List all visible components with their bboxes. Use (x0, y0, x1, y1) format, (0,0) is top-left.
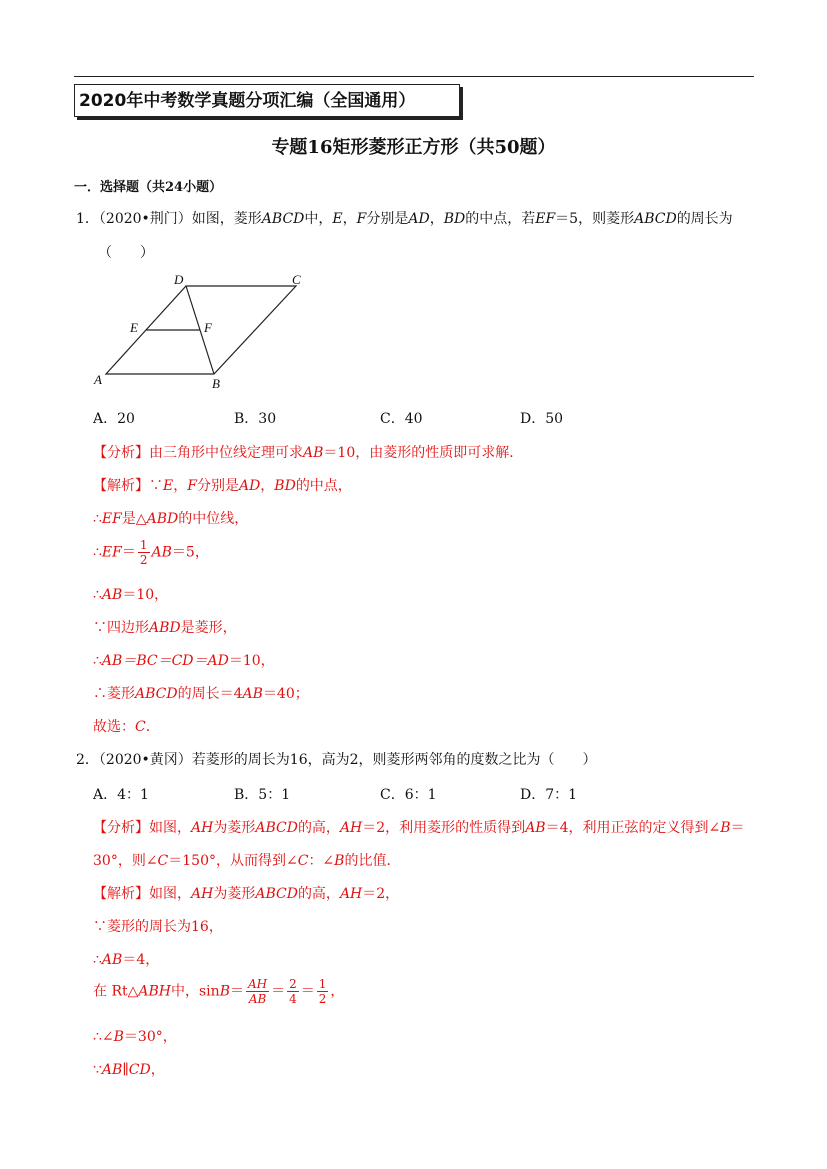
q2-solution-line-4: 在 Rt△ABH中，sinB＝ $\frac{AH}{AB}$ ＝ $\frac{2}{4}$ ＝ $\frac{1}{2}$ ， (93, 977, 345, 1006)
fraction-2-over-4: $\frac{2}{4}$ (289, 977, 297, 1006)
q2-option-d: D．7：1 (520, 787, 578, 803)
q1-solution-line-4: ∴AB＝10， (93, 587, 169, 603)
q1-stem: 1．（2020•荆门）如图，菱形ABCD中，E，F分别是AD，BD的中点，若EF＝5，则菱形ABCD的周长为 (76, 211, 733, 227)
q1-analysis: 【分析】由三角形中位线定理可求AB＝10，由菱形的性质即可求解． (93, 445, 524, 461)
q2-solution-line-6: ∵AB∥CD， (93, 1062, 165, 1078)
collection-banner: 2020年中考数学真题分项汇编（全国通用） (74, 84, 460, 117)
q2-option-b: B．5：1 (234, 787, 291, 803)
q1-option-d: D．50 (520, 411, 564, 427)
label-b: B (212, 376, 220, 391)
q2-analysis-line-1: 【分析】如图，AH为菱形ABCD的高，AH＝2，利用菱形的性质得到AB＝4，利用正弦的定义得到∠B＝ (93, 820, 745, 836)
label-d: D (174, 272, 184, 287)
label-e: E (130, 320, 138, 335)
fraction-1-over-2: $\frac{1}{2}$ (318, 977, 327, 1006)
q2-stem: 2．（2020•黄冈）若菱形的周长为16，高为2，则菱形两邻角的度数之比为（ ） (76, 752, 597, 768)
q1-answer: 故选：C． (93, 719, 160, 735)
label-f: F (204, 320, 212, 335)
top-rule (74, 76, 754, 77)
q1-solution-line-3: ∴EF＝ $\frac{1}{2}$ AB＝5， (93, 538, 209, 567)
label-a: A (94, 372, 102, 387)
q1-answer-paren: （ ） (98, 245, 154, 261)
q2-option-a: A．4：1 (93, 787, 149, 803)
page-title: 专题16矩形菱形正方形（共50题） (271, 137, 556, 158)
q2-option-c: C．6：1 (380, 787, 437, 803)
rhombus-figure (92, 268, 312, 393)
q2-analysis-line-2: 30°，则∠C＝150°，从而得到∠C：∠B的比值． (93, 853, 401, 869)
q1-solution-line-2: ∴EF是△ABD的中位线， (93, 511, 249, 527)
q1-solution-line-7: ∴菱形ABCD的周长＝4AB＝40； (93, 686, 309, 702)
q1-solution-line-1: 【解析】∵E，F分别是AD，BD的中点， (93, 478, 352, 494)
q1-option-b: B．30 (234, 411, 277, 427)
fraction-ah-over-ab: $\frac{AH}{AB}$ (247, 977, 268, 1006)
q1-solution-line-5: ∵四边形ABD是菱形， (93, 620, 237, 636)
q2-solution-line-5: ∴∠B＝30°， (93, 1029, 177, 1045)
section-heading: 一．选择题（共24小题） (74, 180, 223, 195)
q2-solution-line-1: 【解析】如图，AH为菱形ABCD的高，AH＝2， (93, 886, 400, 902)
q2-solution-line-2: ∵菱形的周长为16， (93, 919, 223, 935)
q1-option-a: A．20 (93, 411, 135, 427)
q1-option-c: C．40 (380, 411, 423, 427)
label-c: C (292, 272, 301, 287)
q1-solution-line-6: ∴AB＝BC＝CD＝AD＝10， (93, 653, 275, 669)
q2-solution-line-3: ∴AB＝4， (93, 952, 160, 968)
fraction-one-half: $\frac{1}{2}$ (139, 538, 148, 567)
